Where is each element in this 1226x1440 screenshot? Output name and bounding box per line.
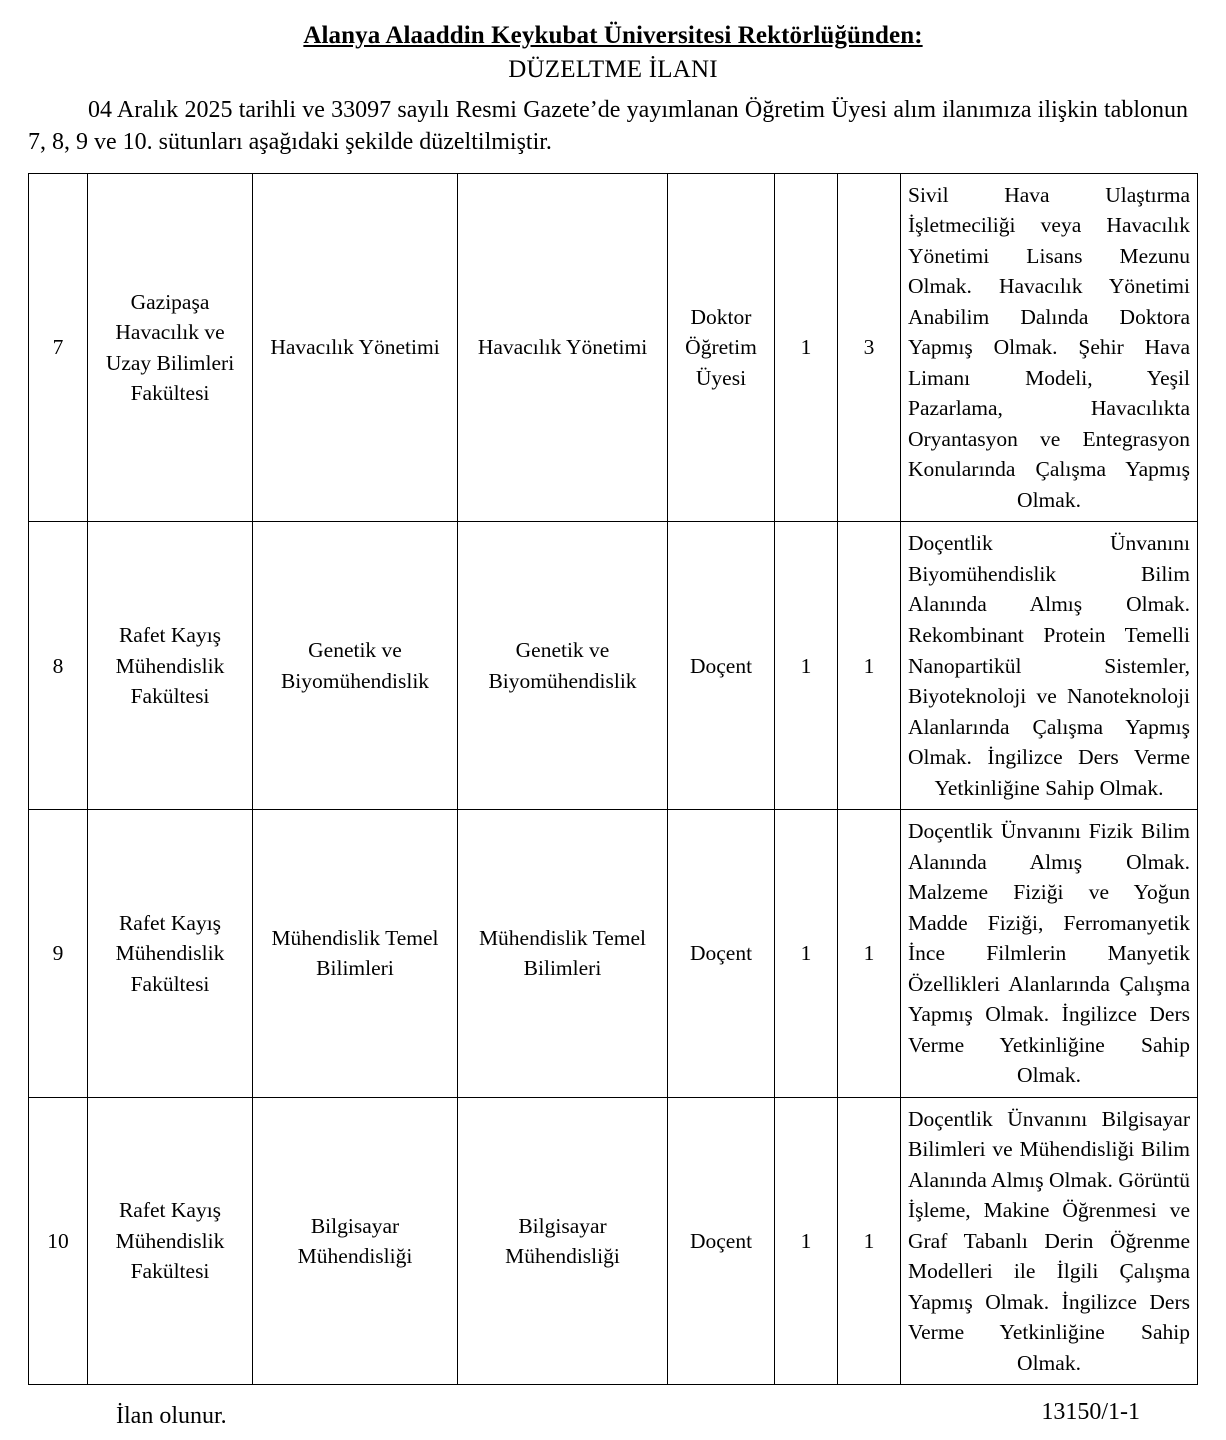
row-academic-title: Doçent xyxy=(668,1097,775,1385)
page-title xyxy=(28,22,1198,50)
row-faculty: Rafet Kayış Mühendislik Fakültesi xyxy=(88,1097,253,1385)
row-degree: 1 xyxy=(775,1097,838,1385)
row-program: Mühendislik Temel Bilimleri xyxy=(458,810,668,1098)
row-department: Havacılık Yönetimi xyxy=(253,173,458,522)
row-description: Sivil Hava Ulaştırma İşletmeciliği veya Havacılık Yönetimi Lisans Mezunu Olmak. Havacılık Yönetimi Anabilim Dalında Doktora Yapmış Olmak. Şehir Hava Limanı Modeli, Yeşil Pazarlama, Havacılıkta Oryantasyon ve Entegrasyon Konularında Çalışma Yapmış Olmak. xyxy=(901,173,1198,522)
row-count: 3 xyxy=(838,173,901,522)
row-academic-title: Doktor Öğretim Üyesi xyxy=(668,173,775,522)
row-number: 10 xyxy=(29,1097,88,1385)
row-number: 9 xyxy=(29,810,88,1098)
table-row xyxy=(29,522,1198,810)
row-degree: 1 xyxy=(775,810,838,1098)
page-subtitle: DÜZELTME İLANI xyxy=(508,56,718,83)
row-degree: 1 xyxy=(775,522,838,810)
row-faculty: Gazipaşa Havacılık ve Uzay Bilimleri Fakültesi xyxy=(88,173,253,522)
row-department: Genetik ve Biyomühendislik xyxy=(253,522,458,810)
row-academic-title: Doçent xyxy=(668,522,775,810)
table-row xyxy=(29,173,1198,522)
footer-note: İlan olunur. xyxy=(116,1403,227,1430)
table-row xyxy=(29,810,1198,1098)
positions-table-body xyxy=(29,173,1198,1385)
row-academic-title: Doçent xyxy=(668,810,775,1098)
row-department: Bilgisayar Mühendisliği xyxy=(253,1097,458,1385)
row-description: Doçentlik Ünvanını Fizik Bilim Alanında Almış Olmak. Malzeme Fiziği ve Yoğun Madde Fiziği, Ferromanyetik İnce Filmlerin Manyetik Özellikleri Alanlarında Çalışma Yapmış Olmak. İngilizce Ders Verme Yetkinliğine Sahip Olmak. xyxy=(901,810,1198,1098)
row-description: Doçentlik Ünvanını Bilgisayar Bilimleri ve Mühendisliği Bilim Alanında Almış Olmak. Görüntü İşleme, Makine Öğrenmesi ve Graf Tabanlı Derin Öğrenme Modelleri ile İlgili Çalışma Yapmış Olmak. İngilizce Ders Verme Yetkinliğine Sahip Olmak. xyxy=(901,1097,1198,1385)
page-title-text: Alanya Alaaddin Keykubat Üniversitesi Rektörlüğünden: xyxy=(303,22,923,49)
row-count: 1 xyxy=(838,810,901,1098)
row-faculty: Rafet Kayış Mühendislik Fakültesi xyxy=(88,522,253,810)
row-program: Havacılık Yönetimi xyxy=(458,173,668,522)
row-number: 8 xyxy=(29,522,88,810)
intro-paragraph: 04 Aralık 2025 tarihli ve 33097 sayılı Resmi Gazete’de yayımlanan Öğretim Üyesi alım ilanımıza ilişkin tablonun 7, 8, 9 ve 10. sütunları aşağıdaki şekilde düzeltilmiştir. xyxy=(28,97,1188,156)
row-number: 7 xyxy=(29,173,88,522)
row-count: 1 xyxy=(838,1097,901,1385)
row-program: Bilgisayar Mühendisliği xyxy=(458,1097,668,1385)
document-code: 13150/1-1 xyxy=(1041,1399,1140,1426)
row-count: 1 xyxy=(838,522,901,810)
row-description: Doçentlik Ünvanını Biyomühendislik Bilim Alanında Almış Olmak. Rekombinant Protein Temelli Nanopartikül Sistemler, Biyoteknoloji ve Nanoteknoloji Alanlarında Çalışma Yapmış Olmak. İngilizce Ders Verme Yetkinliğine Sahip Olmak. xyxy=(901,522,1198,810)
row-program: Genetik ve Biyomühendislik xyxy=(458,522,668,810)
row-faculty: Rafet Kayış Mühendislik Fakültesi xyxy=(88,810,253,1098)
table-row xyxy=(29,1097,1198,1385)
row-degree: 1 xyxy=(775,173,838,522)
positions-table xyxy=(28,173,1198,1386)
row-department: Mühendislik Temel Bilimleri xyxy=(253,810,458,1098)
